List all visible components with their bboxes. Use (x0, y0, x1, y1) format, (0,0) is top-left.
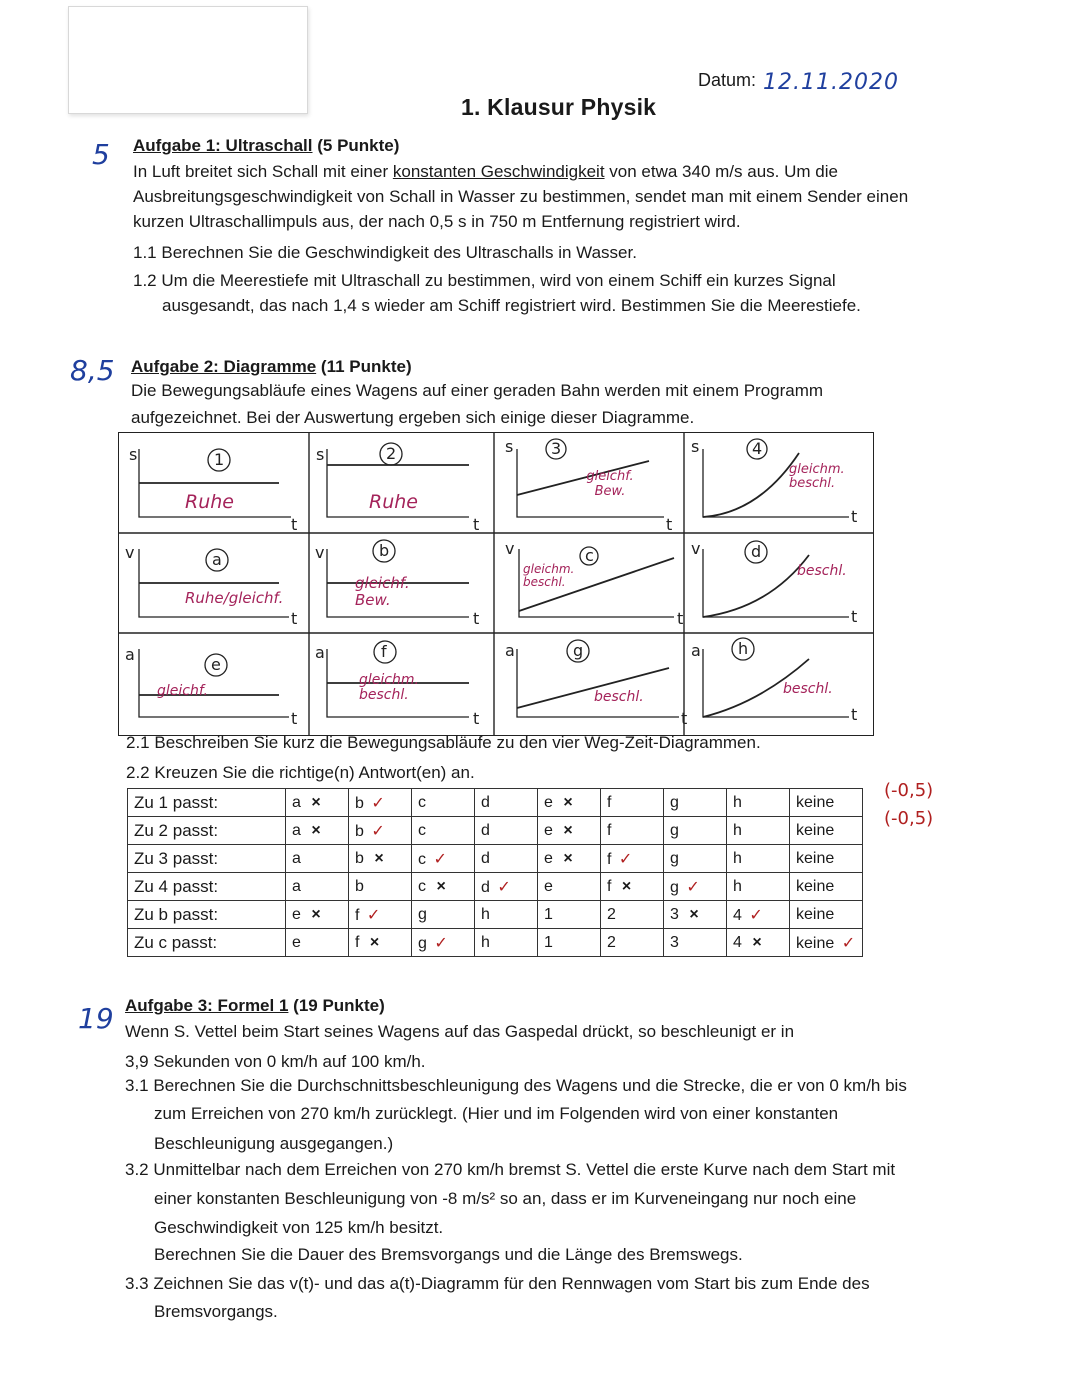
answer-option-cell[interactable]: f × (349, 929, 412, 957)
check-mark-icon: ✓ (371, 822, 385, 840)
task1-question-2a: 1.2 Um die Meerestiefe mit Ultraschall zu bestimmen, wird von einem Schiff ein kurzes Signal (133, 271, 836, 290)
cross-mark-icon: × (621, 877, 632, 895)
task3-points: (19 Punkte) (293, 996, 385, 1015)
db-id: b (379, 541, 390, 560)
dg-axis: a (505, 641, 515, 660)
answer-option-cell[interactable]: e (538, 873, 601, 901)
de-t-label: t (291, 709, 298, 728)
answer-option-cell[interactable]: f (601, 817, 664, 845)
answer-row (128, 901, 863, 929)
answer-table-body (128, 789, 863, 957)
d2-axis: s (316, 445, 325, 464)
answer-option-cell[interactable]: d (475, 845, 538, 873)
d3-id: 3 (551, 439, 562, 458)
answer-option-cell[interactable]: keine (790, 873, 863, 901)
answer-option-cell[interactable]: h (727, 817, 790, 845)
answer-row (128, 845, 863, 873)
dh-note: beschl. (783, 681, 833, 697)
cross-mark-icon: × (563, 849, 573, 867)
answer-option-cell[interactable]: 1 (538, 929, 601, 957)
check-mark-icon: ✓ (371, 794, 385, 812)
answer-option-cell[interactable]: h (727, 873, 790, 901)
answer-option-cell[interactable]: 2 (601, 901, 664, 929)
da-id: a (212, 550, 222, 569)
task2-heading-text: Aufgabe 2: Diagramme (131, 357, 317, 376)
answer-option-cell[interactable]: g ✓ (412, 929, 475, 957)
answer-option-cell[interactable]: h (727, 789, 790, 817)
db-note: gleichf. Bew. (355, 574, 410, 609)
d4-t-label: t (851, 507, 858, 526)
answer-option-cell[interactable]: d (475, 817, 538, 845)
answer-option-cell[interactable]: keine (790, 845, 863, 873)
answer-option-cell[interactable]: 4 × (727, 929, 790, 957)
dd-t-label: t (851, 607, 858, 626)
dd-note: beschl. (797, 563, 847, 579)
task1-intro-line1 (133, 162, 838, 182)
check-mark-icon: ✓ (841, 934, 856, 952)
answer-row (128, 873, 863, 901)
d3-t-label: t (666, 515, 673, 534)
task2-intro-line1: Die Bewegungsabläufe eines Wagens auf einer geraden Bahn werden mit einem Programm (131, 381, 824, 400)
task1-heading-text: Aufgabe 1: Ultraschall (133, 136, 313, 155)
answer-option-cell[interactable]: h (475, 929, 538, 957)
task3-question-1a: 3.1 Berechnen Sie die Durchschnittsbeschleunigung des Wagens und die Strecke, die er von 0 km/h bis (125, 1076, 907, 1095)
answer-option-cell[interactable]: g ✓ (664, 873, 727, 901)
task2-score: 8,5 (70, 354, 115, 387)
answer-option-cell[interactable]: e × (538, 817, 601, 845)
answer-option-cell[interactable]: a (286, 845, 349, 873)
task3-question-1c: Beschleunigung ausgegangen.) (154, 1134, 394, 1153)
task1-intro-1c: von etwa 340 m/s aus. Um die (609, 162, 838, 181)
date-value: 12.11.2020 (763, 70, 899, 95)
check-mark-icon: ✓ (618, 850, 633, 868)
d2-note: Ruhe (369, 491, 418, 513)
answer-option-cell[interactable]: e × (538, 789, 601, 817)
cross-mark-icon: × (374, 849, 384, 867)
d1-axis: s (129, 445, 138, 464)
cross-mark-icon: × (369, 933, 380, 951)
task2-question-1: 2.1 Beschreiben Sie kurz die Bewegungsabläufe zu den vier Weg-Zeit-Diagrammen. (126, 733, 761, 752)
task1-intro-line3: kurzen Ultraschallimpuls aus, der nach 0,5 s in 750 m Entfernung registriert wird. (133, 212, 741, 231)
dc-note: gleichm. beschl. (523, 562, 575, 589)
answer-option-cell[interactable]: h (727, 845, 790, 873)
answer-row-label: Zu 4 passt: (128, 873, 286, 901)
d1-note: Ruhe (185, 491, 234, 513)
dg-t-label: t (681, 709, 688, 728)
check-mark-icon: ✓ (749, 906, 763, 924)
cross-mark-icon: × (563, 821, 573, 839)
df-note: gleichm. beschl. (359, 672, 419, 703)
d1-t-label: t (291, 515, 298, 534)
cross-mark-icon: × (311, 905, 321, 923)
answer-option-cell[interactable]: 3 (664, 929, 727, 957)
db-t-label: t (473, 609, 480, 628)
answer-option-cell[interactable]: keine ✓ (790, 929, 863, 957)
answer-option-cell[interactable]: e × (538, 845, 601, 873)
da-note: Ruhe/gleichf. (185, 589, 284, 607)
task1-question-1: 1.1 Berechnen Sie die Geschwindigkeit des Ultraschalls in Wasser. (133, 243, 637, 262)
answer-option-cell[interactable]: keine (790, 817, 863, 845)
task1-points: (5 Punkte) (317, 136, 400, 155)
dd-axis: v (691, 539, 701, 558)
task1-heading (133, 136, 399, 156)
answer-row-label: Zu b passt: (128, 901, 286, 929)
dd-id: d (751, 542, 762, 561)
answer-option-cell[interactable]: a × (286, 789, 349, 817)
answer-option-cell[interactable]: e (286, 929, 349, 957)
task1-intro-1b: konstanten Geschwindigkeit (392, 162, 605, 181)
task3-intro-line2: 3,9 Sekunden von 0 km/h auf 100 km/h. (125, 1052, 426, 1071)
answer-row (128, 817, 863, 845)
dg-id: g (573, 641, 584, 660)
answer-option-cell[interactable]: g (664, 817, 727, 845)
answer-option-cell[interactable]: d ✓ (475, 873, 538, 901)
deduction-note-1: (-0,5) (884, 780, 934, 801)
dh-axis: a (691, 641, 701, 660)
answer-option-cell[interactable]: keine (790, 901, 863, 929)
answer-row-label: Zu 1 passt: (128, 789, 286, 817)
answer-row-label: Zu 3 passt: (128, 845, 286, 873)
de-axis: a (125, 645, 135, 664)
task3-question-3a: 3.3 Zeichnen Sie das v(t)- und das a(t)-Diagramm für den Rennwagen vom Start bis zum Ende des (125, 1274, 870, 1293)
df-axis: a (315, 643, 325, 662)
answer-option-cell[interactable]: f ✓ (349, 901, 412, 929)
dh-t-label: t (851, 705, 858, 724)
da-t-label: t (291, 609, 298, 628)
check-mark-icon: ✓ (433, 850, 447, 868)
task3-heading (125, 996, 385, 1016)
d3-axis: s (505, 437, 514, 456)
task2-points: (11 Punkte) (320, 357, 412, 376)
answer-option-cell[interactable]: c ✓ (412, 845, 475, 873)
task2-question-2: 2.2 Kreuzen Sie die richtige(n) Antwort(en) an. (126, 763, 475, 782)
task3-score: 19 (78, 1002, 114, 1035)
date-label: Datum: (698, 70, 757, 90)
d4-note: gleichm. beschl. (789, 462, 845, 491)
answer-option-cell[interactable]: 2 (601, 929, 664, 957)
dc-axis: v (505, 539, 515, 558)
task3-heading-text: Aufgabe 3: Formel 1 (125, 996, 289, 1015)
cross-mark-icon: × (436, 877, 446, 895)
task3-question-2c: Geschwindigkeit von 125 km/h besitzt. (154, 1218, 444, 1237)
d4-id: 4 (752, 439, 763, 458)
answer-table (127, 788, 863, 957)
d4-axis: s (691, 437, 700, 456)
task1-score: 5 (92, 138, 110, 171)
answer-option-cell[interactable]: 1 (538, 901, 601, 929)
task3-question-1b: zum Erreichen von 270 km/h zurücklegt. (Hier und im Folgenden wird von einer konstanten (154, 1104, 839, 1123)
answer-option-cell[interactable]: f ✓ (601, 845, 664, 873)
answer-option-cell[interactable]: 3 × (664, 901, 727, 929)
answer-option-cell[interactable]: h (475, 901, 538, 929)
d2-t-label: t (473, 515, 480, 534)
answer-option-cell[interactable]: 4 ✓ (727, 901, 790, 929)
task1-question-2b: ausgesandt, das nach 1,4 s wieder am Schiff registriert wird. Bestimmen Sie die Meerestiefe. (162, 296, 861, 315)
answer-option-cell[interactable]: b ✓ (349, 817, 412, 845)
answer-option-cell[interactable]: b (349, 873, 412, 901)
df-t-label: t (473, 709, 480, 728)
answer-option-cell[interactable]: d (475, 789, 538, 817)
diagram-sketches (119, 433, 873, 735)
db-axis: v (315, 543, 325, 562)
d2-id: 2 (386, 444, 397, 463)
answer-row (128, 789, 863, 817)
cross-mark-icon: × (689, 905, 699, 923)
motion-diagrams-grid (118, 432, 874, 736)
de-id: e (211, 655, 221, 674)
task2-intro-line2: aufgezeichnet. Bei der Auswertung ergeben sich einige dieser Diagramme. (131, 408, 695, 427)
task3-intro-line1: Wenn S. Vettel beim Start seines Wagens auf das Gaspedal drückt, so beschleunigt er in (125, 1022, 795, 1041)
check-mark-icon: ✓ (686, 878, 700, 896)
check-mark-icon: ✓ (366, 906, 381, 924)
da-axis: v (125, 543, 135, 562)
cross-mark-icon: × (311, 821, 321, 839)
redacted-name-box (68, 6, 308, 114)
d3-note: gleichf. Bew. (586, 469, 634, 499)
cross-mark-icon: × (311, 793, 321, 811)
dh-id: h (738, 639, 749, 658)
dc-t-label: t (677, 609, 684, 628)
df-id: f (381, 642, 387, 661)
check-mark-icon: ✓ (434, 934, 448, 952)
answer-option-cell[interactable]: c (412, 817, 475, 845)
answer-option-cell[interactable]: f (601, 789, 664, 817)
task1-intro-1a: In Luft breitet sich Schall mit einer (133, 162, 389, 181)
cross-mark-icon: × (752, 933, 762, 951)
task2-heading (131, 357, 412, 377)
answer-option-cell[interactable]: f × (601, 873, 664, 901)
d1-id: 1 (214, 450, 225, 469)
answer-option-cell[interactable]: b ✓ (349, 789, 412, 817)
answer-option-cell[interactable]: c (412, 789, 475, 817)
dg-note: beschl. (594, 689, 644, 705)
deduction-note-2: (-0,5) (884, 808, 934, 829)
answer-option-cell[interactable]: keine (790, 789, 863, 817)
answer-row-label: Zu c passt: (128, 929, 286, 957)
dc-id: c (585, 546, 594, 565)
answer-option-cell[interactable]: g (664, 789, 727, 817)
page-title: 1. Klausur Physik (461, 94, 657, 120)
task1-intro-line2: Ausbreitungsgeschwindigkeit von Schall in Wasser zu bestimmen, sendet man mit einem Sender einen (133, 187, 909, 206)
answer-option-cell[interactable]: e × (286, 901, 349, 929)
answer-option-cell[interactable]: g (664, 845, 727, 873)
answer-option-cell[interactable]: b × (349, 845, 412, 873)
task3-question-2a: 3.2 Unmittelbar nach dem Erreichen von 270 km/h bremst S. Vettel die erste Kurve nach dem Start mit (125, 1160, 896, 1179)
answer-option-cell[interactable]: a (286, 873, 349, 901)
task3-question-2b: einer konstanten Beschleunigung von -8 m/s² so an, dass er im Kurveneingang nur noch eine (154, 1189, 857, 1208)
answer-row (128, 929, 863, 957)
task3-question-2d: Berechnen Sie die Dauer des Bremsvorgangs und die Länge des Bremswegs. (154, 1245, 743, 1264)
de-note: gleichf. (157, 683, 208, 699)
check-mark-icon: ✓ (497, 878, 511, 896)
answer-row-label: Zu 2 passt: (128, 817, 286, 845)
answer-option-cell[interactable]: a × (286, 817, 349, 845)
task3-question-3b: Bremsvorgangs. (154, 1302, 278, 1321)
answer-option-cell[interactable]: g (412, 901, 475, 929)
cross-mark-icon: × (563, 793, 573, 811)
answer-option-cell[interactable]: c × (412, 873, 475, 901)
